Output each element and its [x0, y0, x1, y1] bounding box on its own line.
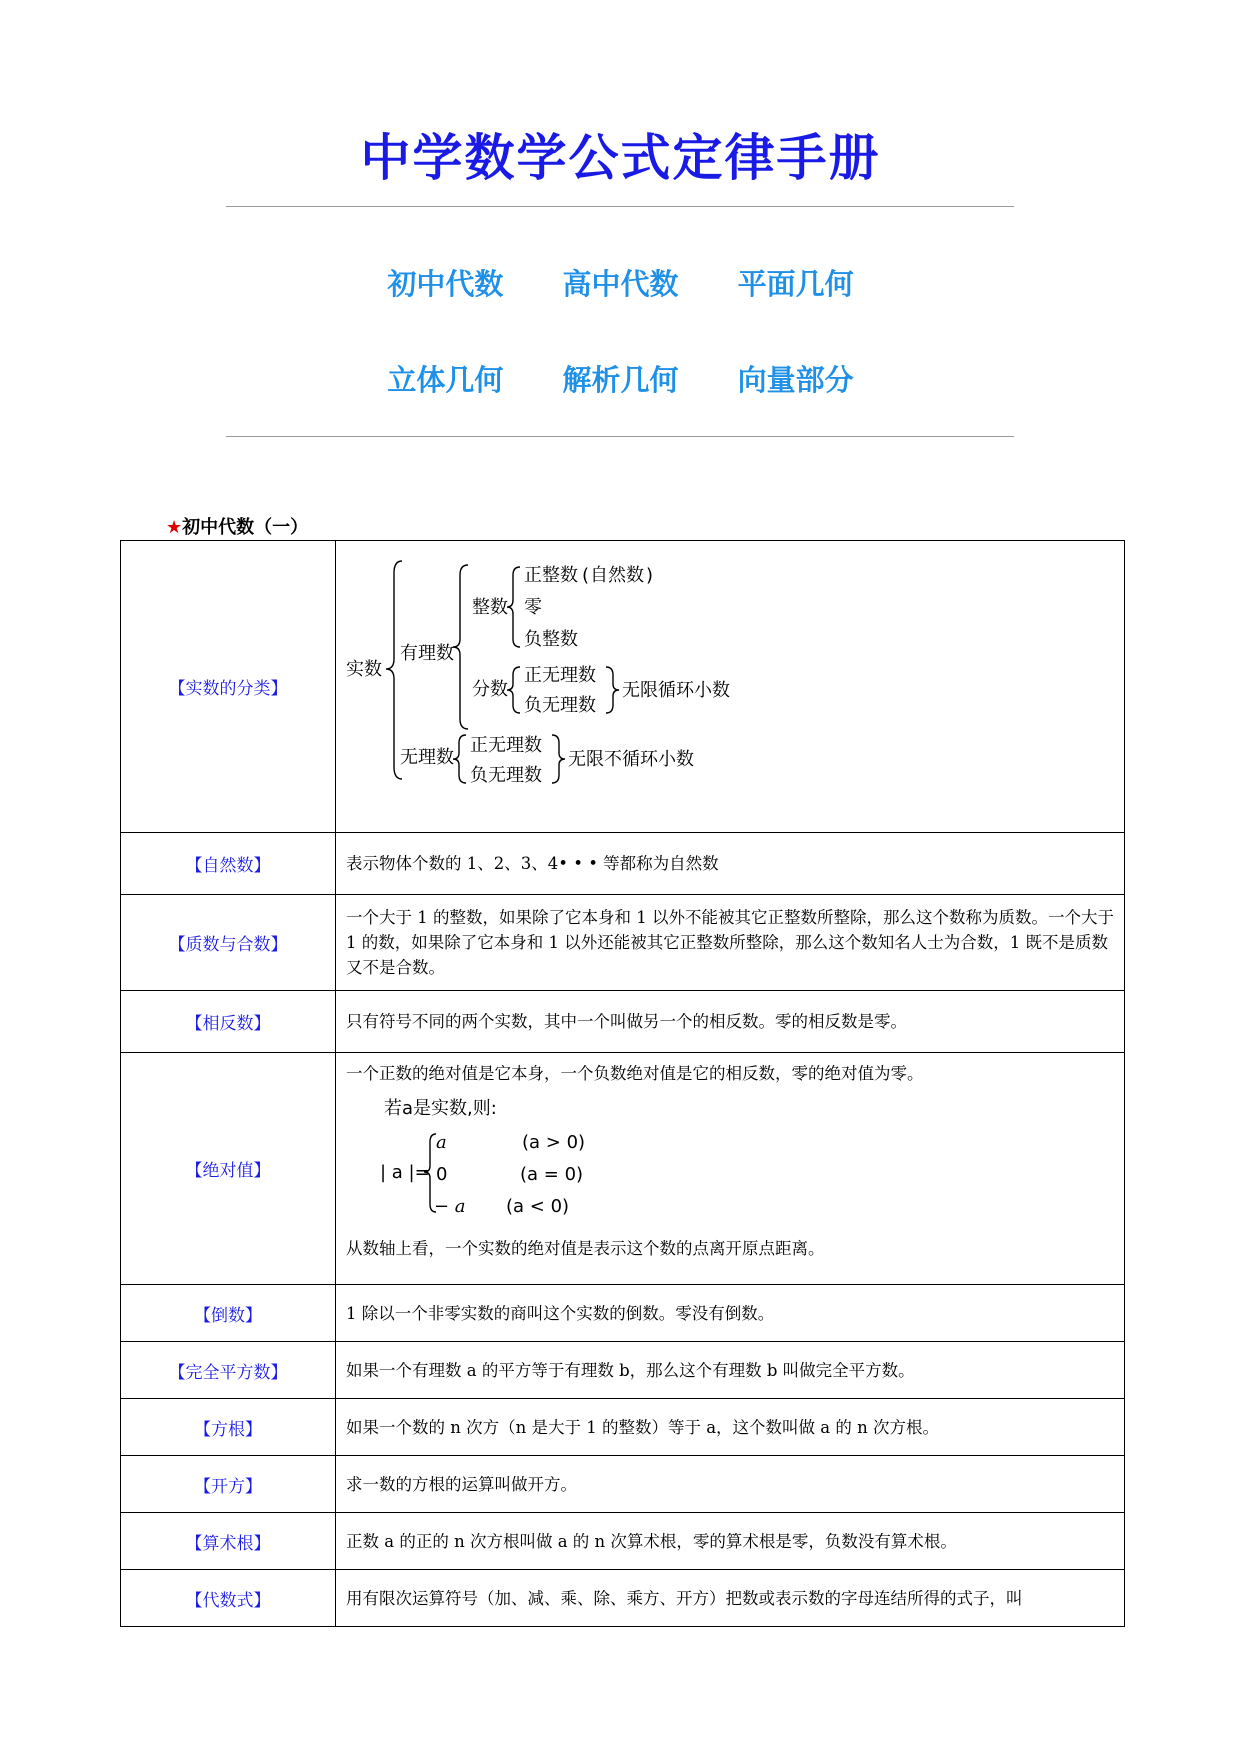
table-row: [121, 991, 1125, 1053]
brace-irrational-close: [552, 735, 565, 783]
diagram-neg-int-label: 负整数: [524, 629, 578, 650]
diagram-rep-dec-label: 无限循环小数: [622, 680, 730, 701]
diagram-pos-frac-label: 正无理数: [524, 665, 596, 686]
definition-cell: 一个大于 1 的整数，如果除了它本身和 1 以外不能被其它正整数所整除，那么这个数称为质数。一个大于 1 的数，如果除了它本身和 1 以外还能被其它正整数所整除，那么这个数知名人士为合数，1 既不是质数又不是合数。: [336, 895, 1125, 991]
nav-link-analytic-geometry[interactable]: 解析几何: [562, 363, 679, 397]
case-condition: (a < 0): [506, 1196, 570, 1217]
case-value: a: [436, 1132, 447, 1153]
term-cell: 【开方】: [121, 1456, 336, 1513]
table-row: [121, 1399, 1125, 1456]
nav-link-solid-geometry[interactable]: 立体几何: [387, 363, 504, 397]
definition-cell: 正数 a 的正的 n 次方根叫做 a 的 n 次算术根，零的算术根是零，负数没有算术根。: [336, 1513, 1125, 1570]
term-cell: 【绝对值】: [121, 1053, 336, 1285]
brace-rational: [453, 565, 468, 729]
table-row: [121, 1053, 1125, 1285]
definition-cell: 用有限次运算符号（加、减、乘、除、乘方、开方）把数或表示数的字母连结所得的式子，叫: [336, 1570, 1125, 1627]
nav-row-1: [0, 262, 1241, 303]
svg-text:): ): [646, 565, 654, 586]
case-condition: (a = 0): [520, 1164, 584, 1185]
section-heading-text: 初中代数（一）: [182, 517, 309, 538]
definition-cell: 表示物体个数的 1、2、3、4• • • 等都称为自然数: [336, 833, 1125, 895]
absolute-value-text-bottom: 从数轴上看，一个实数的绝对值是表示这个数的点离开原点距离。: [346, 1239, 825, 1258]
table-row: [121, 833, 1125, 895]
term-cell: 【相反数】: [121, 991, 336, 1053]
diagram-pos-irr-label: 正无理数: [470, 735, 542, 756]
section-heading: [166, 513, 308, 539]
formula-lhs: | a |=: [380, 1162, 430, 1183]
term-cell: 【自然数】: [121, 833, 336, 895]
diagram-neg-irr-label: 负无理数: [470, 765, 542, 786]
table-row: [121, 895, 1125, 991]
formula-table: [120, 540, 1125, 1627]
diagram-rational-label: 有理数: [400, 643, 454, 664]
diagram-irrational-label: 无理数: [400, 747, 454, 768]
divider-bottom: [226, 436, 1014, 437]
brace-fraction: [507, 667, 520, 713]
nav-link-junior-algebra[interactable]: 初中代数: [387, 267, 504, 301]
case-condition: (a > 0): [522, 1132, 586, 1153]
definition-cell: 1 除以一个非零实数的商叫这个实数的倒数。零没有倒数。: [336, 1285, 1125, 1342]
definition-cell: 如果一个数的 n 次方（n 是大于 1 的整数）等于 a，这个数叫做 a 的 n 次方根。: [336, 1399, 1125, 1456]
table-row: [121, 541, 1125, 833]
diagram-fraction-label: 分数: [472, 679, 508, 700]
term-cell: 【完全平方数】: [121, 1342, 336, 1399]
term-cell: 【代数式】: [121, 1570, 336, 1627]
diagram-integer-label: 整数: [472, 597, 508, 618]
real-number-classification-diagram: [336, 541, 756, 825]
table-row: [121, 1456, 1125, 1513]
diagram-zero-label: 零: [524, 597, 542, 618]
formula-intro: 若a是实数,则:: [384, 1098, 497, 1119]
absolute-value-text-top: 一个正数的绝对值是它本身，一个负数绝对值是它的相反数，零的绝对值为零。: [346, 1064, 924, 1083]
diagram-nonrep-dec-label: 无限不循环小数: [568, 749, 694, 770]
brace-fraction-close: [606, 667, 619, 713]
star-icon: ★: [166, 517, 183, 538]
term-cell: 【质数与合数】: [121, 895, 336, 991]
table-row: [121, 1513, 1125, 1570]
term-cell: 【倒数】: [121, 1285, 336, 1342]
diagram-root-label: 实数: [346, 659, 382, 680]
table-row: [121, 1570, 1125, 1627]
definition-cell: 如果一个有理数 a 的平方等于有理数 b，那么这个有理数 b 叫做完全平方数。: [336, 1342, 1125, 1399]
nav-row-2: [0, 358, 1241, 399]
diagram-pos-int-label: 正整数: [524, 565, 578, 586]
svg-text:(: (: [582, 565, 590, 586]
nav-link-senior-algebra[interactable]: 高中代数: [562, 267, 679, 301]
divider-top: [226, 206, 1014, 207]
brace-integer: [507, 567, 520, 647]
term-cell: 【方根】: [121, 1399, 336, 1456]
brace-irrational: [453, 735, 466, 783]
page-title: 中学数学公式定律手册: [360, 128, 881, 187]
case-value: 0: [436, 1164, 448, 1185]
absolute-value-cell: [336, 1053, 1125, 1285]
table-row: [121, 1285, 1125, 1342]
nav-link-plane-geometry[interactable]: 平面几何: [737, 267, 854, 301]
term-cell: 【实数的分类】: [121, 541, 336, 833]
diagram-natural-label: 自然数: [590, 565, 644, 586]
case-value: − a: [434, 1196, 466, 1217]
definition-cell: 只有符号不同的两个实数，其中一个叫做另一个的相反数。零的相反数是零。: [336, 991, 1125, 1053]
classification-cell: [336, 541, 1125, 833]
table-row: [121, 1342, 1125, 1399]
definition-cell: 求一数的方根的运算叫做开方。: [336, 1456, 1125, 1513]
diagram-neg-frac-label: 负无理数: [524, 695, 596, 716]
absolute-value-formula: [374, 1092, 674, 1232]
nav-link-vectors[interactable]: 向量部分: [737, 363, 854, 397]
term-cell: 【算术根】: [121, 1513, 336, 1570]
